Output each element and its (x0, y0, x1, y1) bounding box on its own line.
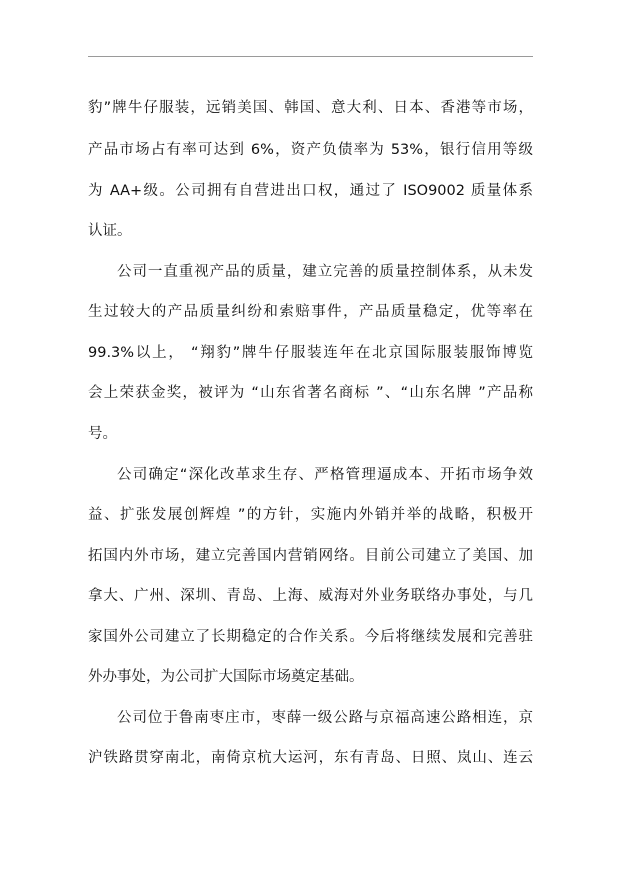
text-line: 拿大、广州、深圳、青岛、上海、威海对外业务联络办事处，与几 (88, 588, 533, 604)
text-line: 会上荣获金奖，被评为 “山东省著名商标 ”、“山东名牌 ”产品称 (88, 385, 533, 401)
text-line: 家国外公司建立了长期稳定的合作关系。今后将继续发展和完善驻 (88, 629, 533, 645)
text-line: 号。 (88, 426, 117, 442)
text-line: 沪铁路贯穿南北，南倚京杭大运河，东有青岛、日照、岚山、连云 (88, 750, 533, 766)
text-line: 豹”牌牛仔服装，远销美国、韩国、意大利、日本、香港等市场， (88, 100, 533, 116)
text-line: 认证。 (88, 223, 132, 239)
text-line: 产品市场占有率可达到 6%，资产负债率为 53%，银行信用等级 (88, 142, 533, 158)
text-line: 99.3%以上， “翔豹”牌牛仔服装连年在北京国际服装服饰博览 (88, 345, 533, 361)
text-line: 公司一直重视产品的质量，建立完善的质量控制体系，从未发 (117, 264, 533, 280)
text-line: 外办事处，为公司扩大国际市场奠定基础。 (88, 669, 364, 685)
text-line: 公司位于鲁南枣庄市，枣薛一级公路与京福高速公路相连，京 (117, 710, 533, 726)
text-line: 益、扩张发展创辉煌 ”的方针，实施内外销并举的战略，积极开 (88, 507, 533, 523)
text-line: 公司确定“深化改革求生存、严格管理逼成本、开拓市场争效 (117, 467, 533, 483)
header-rule (88, 56, 533, 57)
text-line: 生过较大的产品质量纠纷和索赔事件，产品质量稳定，优等率在 (88, 304, 533, 320)
text-line: 拓国内外市场，建立完善国内营销网络。目前公司建立了美国、加 (88, 548, 533, 564)
text-line: 为 AA+级。公司拥有自营进出口权，通过了 ISO9002 质量体系 (88, 183, 533, 199)
